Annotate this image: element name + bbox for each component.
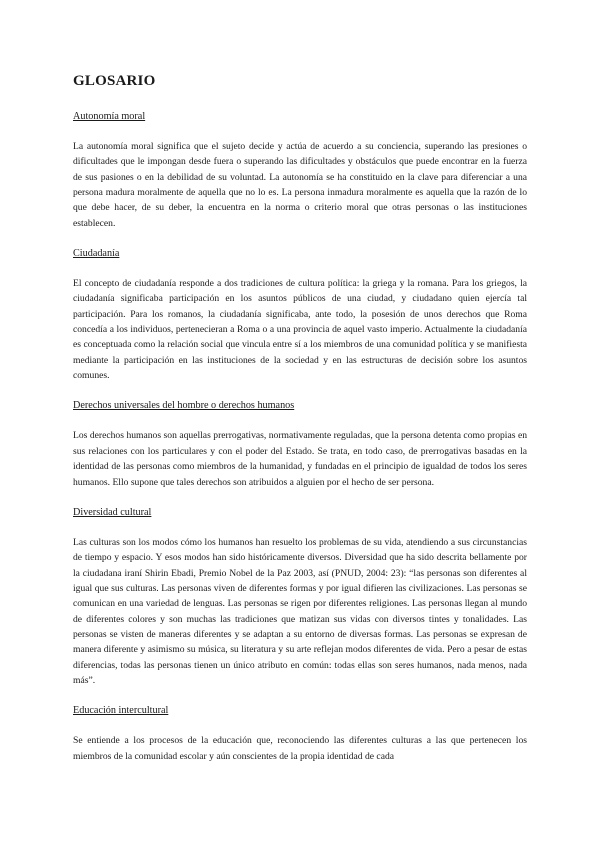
section-diversidad-cultural (73, 506, 527, 688)
section-educacion-intercultural (73, 704, 527, 764)
section-heading: Educación intercultural (73, 705, 169, 717)
section-heading: Derechos universales del hombre o derechos humanos (73, 400, 295, 412)
section-heading: Ciudadanía (73, 248, 120, 260)
section-derechos-humanos (73, 399, 527, 489)
section-body: Los derechos humanos son aquellas prerrogativas, normativamente reguladas, que la persona detenta como propias en sus relaciones con los particulares y con el poder del Estado. Se trata, en todo caso, de prerrogativas basadas en la identidad de las personas como miembros de la humanidad, y fundadas en el principio de igualdad de todos los seres humanos. Ello supone que tales derechos son atribuidos a alguien por el hecho de ser persona. (73, 430, 527, 488)
page-title: GLOSARIO (73, 73, 156, 89)
section-ciudadania (73, 247, 527, 383)
document-page (73, 72, 527, 780)
section-heading: Autonomía moral (73, 111, 146, 122)
section-body: El concepto de ciudadanía responde a dos tradiciones de cultura política: la griega y la romana. Para los griegos, la ciudadanía significaba participación en los asuntos públicos de una ciudad, y ciudadano quien ejercía tal participación. Para los romanos, la ciudadanía significaba, ante todo, la posesión de unos derechos que Roma concedía a los individuos, pertenecieran a Roma o a una provincia de aquel vasto imperio. Actualmente la ciudadanía es conceptuada como la relación social que vincula entre sí a los miembros de una comunidad política y se manifiesta mediante la participación en las instituciones de la sociedad y en las estructuras de decisión sobre los asuntos comunes. (73, 278, 527, 382)
section-autonomia-moral (73, 110, 527, 231)
section-body: Las culturas son los modos cómo los humanos han resuelto los problemas de su vida, atendiendo a sus circunstancias de tiempo y espacio. Y esos modos han sido históricamente diversos. Diversidad que ha sido descrita bellamente por la ciudadana iraní Shirin Ebadi, Premio Nobel de la Paz 2003, así (PNUD, 2004: 23): “las personas son diferentes al igual que sus culturas. Las personas viven de diferentes formas y por igual difieren las civilizaciones. Las personas se comunican en una variedad de lenguas. Las personas se rigen por diferentes religiones. Las personas llegan al mundo de diferentes colores y son muchas las tradiciones que matizan sus vidas con diversos tintes y tonalidades. Las personas se visten de maneras diferentes y se adaptan a su entorno de diversas formas. Las personas se expresan de manera diferente y asimismo su música, su literatura y su arte reflejan modos diferentes de vida. Pero a pesar de estas diferencias, todas las personas tienen un único atributo en común: todas ellas son seres humanos, nada menos, nada más”. (73, 536, 527, 686)
section-body: La autonomía moral significa que el sujeto decide y actúa de acuerdo a su conciencia, superando las presiones o dificultades que le impongan desde fuera o superando las dificultades y obstáculos que puede encontrar en la fuerza de sus pasiones o en la debilidad de su voluntad. La autonomía se ha constituido en la clave para diferenciar a una persona madura moralmente de aquella que no lo es. La persona inmadura moralmente es aquella que la razón de lo que debe hacer, de su deber, la encuentra en la norma o criterio moral que otras personas o las instituciones establecen. (73, 141, 527, 229)
section-heading: Diversidad cultural (73, 506, 152, 518)
section-body: Se entiende a los procesos de la educación que, reconociendo las diferentes culturas a las que pertenecen los miembros de la comunidad escolar y aún conscientes de la propia identidad de cada (73, 735, 527, 762)
